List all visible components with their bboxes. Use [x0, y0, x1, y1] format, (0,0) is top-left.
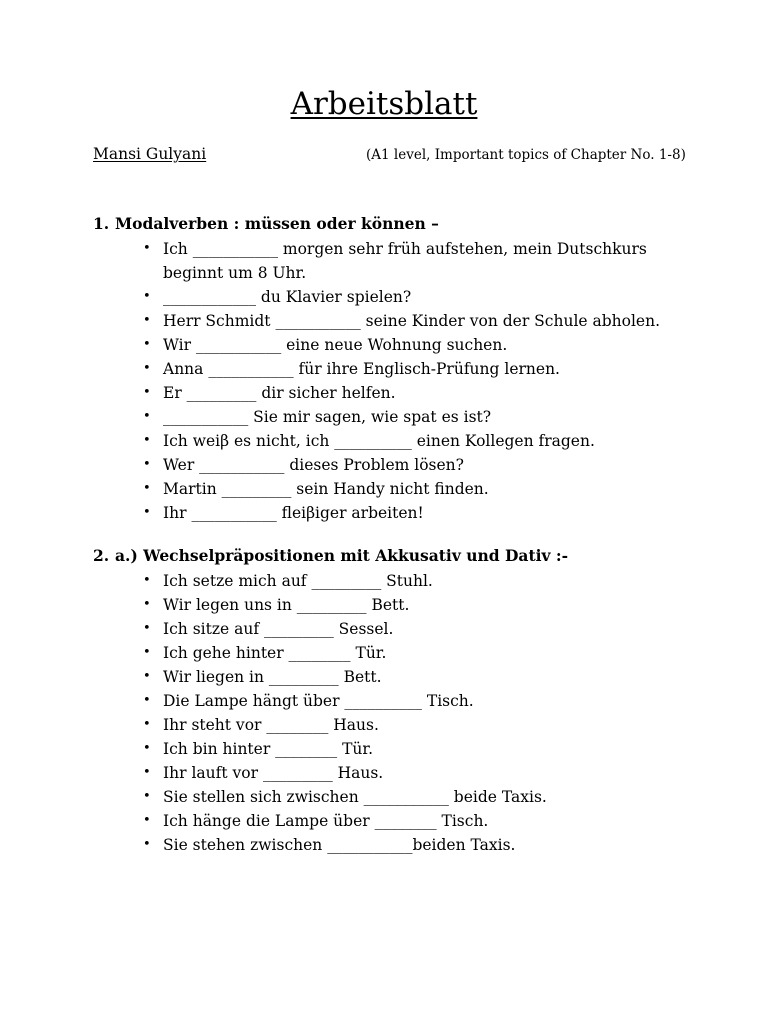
exercise-text: Wir legen uns in _________ Bett. — [163, 596, 410, 614]
page-title: Arbeitsblatt — [290, 86, 478, 122]
exercise-item — [143, 809, 683, 833]
bullet-icon: • — [143, 693, 151, 708]
bullet-icon: • — [143, 409, 151, 424]
exercise-text: Wer ___________ dieses Problem lösen? — [163, 456, 464, 474]
bullet-icon: • — [143, 645, 151, 660]
exercise-text: Ich hänge die Lampe über ________ Tisch. — [163, 812, 489, 830]
bullet-icon: • — [143, 837, 151, 852]
bullet-icon: • — [143, 741, 151, 756]
section-1-number: 1. — [93, 214, 110, 233]
bullet-icon: • — [143, 433, 151, 448]
exercise-item — [143, 713, 683, 737]
bullet-icon: • — [143, 361, 151, 376]
level-subtitle: (A1 level, Important topics of Chapter No. 1-8) — [366, 147, 686, 163]
bullet-icon: • — [143, 505, 151, 520]
exercise-text: Ich weiβ es nicht, ich __________ einen Kollegen fragen. — [163, 432, 595, 450]
exercise-item — [143, 357, 683, 381]
exercise-text: Ich gehe hinter ________ Tür. — [163, 644, 387, 662]
exercise-text: Ihr lauft vor _________ Haus. — [163, 764, 384, 782]
exercise-item — [143, 333, 683, 357]
exercise-text: Ich setze mich auf _________ Stuhl. — [163, 572, 433, 590]
exercise-text: Sie stehen zwischen ___________beiden Taxis. — [163, 836, 516, 854]
section-2-title: a.) Wechselpräpositionen mit Akkusativ und Dativ :- — [115, 546, 569, 565]
exercise-item — [143, 309, 683, 333]
bullet-icon: • — [143, 813, 151, 828]
section-1-heading — [93, 214, 439, 233]
author-name: Mansi Gulyani — [93, 145, 207, 163]
exercise-text: Ich sitze auf _________ Sessel. — [163, 620, 394, 638]
exercise-item — [143, 665, 683, 689]
bullet-icon: • — [143, 313, 151, 328]
bullet-icon: • — [143, 597, 151, 612]
exercise-text: ____________ du Klavier spielen? — [163, 288, 412, 306]
exercise-text: Sie stellen sich zwischen ___________ beide Taxis. — [163, 788, 547, 806]
bullet-icon: • — [143, 573, 151, 588]
exercise-text: Ich bin hinter ________ Tür. — [163, 740, 374, 758]
exercise-text: Anna ___________ für ihre Englisch-Prüfung lernen. — [163, 360, 560, 378]
bullet-icon: • — [143, 621, 151, 636]
bullet-icon: • — [143, 241, 151, 256]
exercise-text: Ihr steht vor ________ Haus. — [163, 716, 379, 734]
exercise-item — [143, 737, 683, 761]
exercise-text: Die Lampe hängt über __________ Tisch. — [163, 692, 474, 710]
section-2-heading — [93, 546, 568, 565]
exercise-text: Martin _________ sein Handy nicht finden. — [163, 480, 489, 498]
bullet-icon: • — [143, 669, 151, 684]
exercise-text: Herr Schmidt ___________ seine Kinder von der Schule abholen. — [163, 312, 661, 330]
exercise-text: Wir ___________ eine neue Wohnung suchen. — [163, 336, 508, 354]
exercise-item — [143, 593, 683, 617]
exercise-item — [143, 477, 683, 501]
exercise-item — [143, 617, 683, 641]
exercise-text: Er _________ dir sicher helfen. — [163, 384, 396, 402]
exercise-text: ___________ Sie mir sagen, wie spat es ist? — [163, 408, 492, 426]
exercise-text: Ich ___________ morgen sehr früh aufstehen, mein Dutschkurs beginnt um 8 Uhr. — [163, 240, 647, 282]
exercise-item — [143, 237, 683, 285]
bullet-icon: • — [143, 337, 151, 352]
exercise-item — [143, 689, 683, 713]
exercise-item — [143, 285, 683, 309]
bullet-icon: • — [143, 765, 151, 780]
section-1-title: Modalverben : müssen oder können – — [115, 214, 439, 233]
bullet-icon: • — [143, 481, 151, 496]
exercise-item — [143, 833, 683, 857]
exercise-item — [143, 405, 683, 429]
exercise-item — [143, 453, 683, 477]
section-2-number: 2. — [93, 546, 110, 565]
exercise-item — [143, 569, 683, 593]
bullet-icon: • — [143, 457, 151, 472]
exercise-item — [143, 785, 683, 809]
exercise-item — [143, 641, 683, 665]
exercise-text: Wir liegen in _________ Bett. — [163, 668, 382, 686]
exercise-item — [143, 381, 683, 405]
exercise-item — [143, 501, 683, 525]
bullet-icon: • — [143, 289, 151, 304]
bullet-icon: • — [143, 789, 151, 804]
bullet-icon: • — [143, 385, 151, 400]
section-2-exercise-list — [143, 569, 683, 857]
exercise-text: Ihr ___________ fleiβiger arbeiten! — [163, 504, 424, 522]
exercise-item — [143, 761, 683, 785]
section-1-exercise-list — [143, 237, 683, 525]
exercise-item — [143, 429, 683, 453]
bullet-icon: • — [143, 717, 151, 732]
